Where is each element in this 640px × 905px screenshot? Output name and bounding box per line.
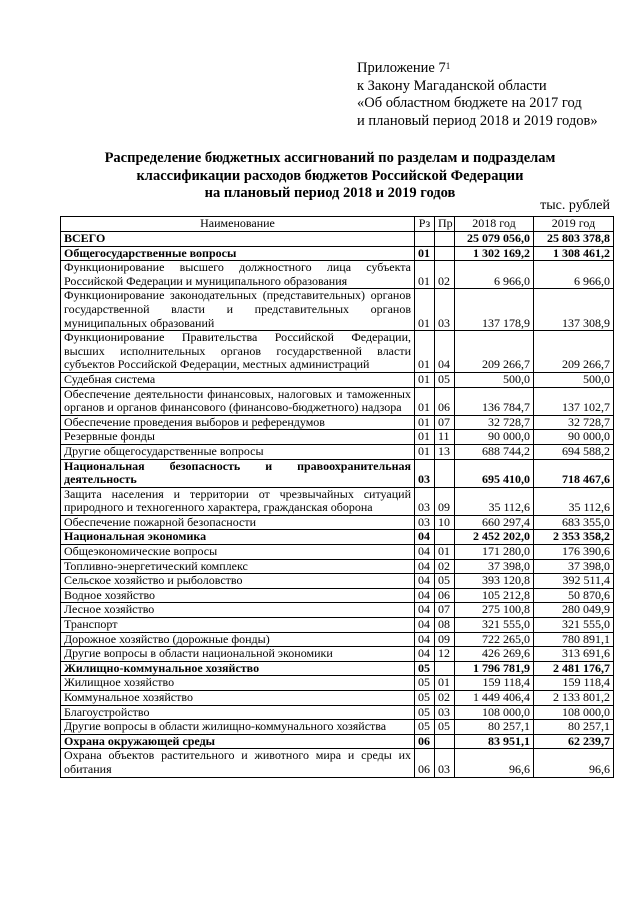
cell-name: Охрана окружающей среды	[61, 734, 415, 749]
cell-pr: 05	[435, 372, 455, 387]
cell-2018: 2 452 202,0	[455, 530, 534, 545]
cell-name: ВСЕГО	[61, 232, 415, 247]
table-row	[61, 459, 614, 487]
cell-2019: 25 803 378,8	[534, 232, 614, 247]
cell-rz: 05	[415, 691, 435, 706]
cell-name: Общегосударственные вопросы	[61, 246, 415, 261]
cell-name: Другие вопросы в области национальной экономики	[61, 647, 415, 662]
cell-2018: 136 784,7	[455, 387, 534, 415]
cell-rz: 01	[415, 444, 435, 459]
table-row	[61, 676, 614, 691]
cell-2018: 25 079 056,0	[455, 232, 534, 247]
cell-pr: 03	[435, 749, 455, 777]
cell-rz: 04	[415, 530, 435, 545]
cell-rz: 01	[415, 261, 435, 289]
cell-2019: 176 390,6	[534, 545, 614, 560]
cell-2018: 171 280,0	[455, 545, 534, 560]
table-row	[61, 444, 614, 459]
header-2018: 2018 год	[455, 217, 534, 232]
table-row	[61, 734, 614, 749]
cell-rz: 05	[415, 720, 435, 735]
cell-2018: 209 266,7	[455, 331, 534, 373]
cell-pr: 03	[435, 289, 455, 331]
table-row	[61, 749, 614, 777]
cell-pr	[435, 459, 455, 487]
cell-name: Лесное хозяйство	[61, 603, 415, 618]
table-row	[61, 661, 614, 676]
cell-rz: 01	[415, 331, 435, 373]
cell-2019: 32 728,7	[534, 415, 614, 430]
cell-2019: 35 112,6	[534, 487, 614, 515]
cell-2019: 137 308,9	[534, 289, 614, 331]
cell-2018: 426 269,6	[455, 647, 534, 662]
cell-rz: 04	[415, 545, 435, 560]
appendix-line-4: и плановый период 2018 и 2019 годов»	[357, 112, 598, 129]
cell-2018: 321 555,0	[455, 618, 534, 633]
cell-pr: 05	[435, 720, 455, 735]
cell-name: Коммунальное хозяйство	[61, 691, 415, 706]
table-row	[61, 430, 614, 445]
cell-name: Обеспечение деятельности финансовых, налоговых и таможенных органов и органов финансового (финансово-бюджетного) надзора	[61, 387, 415, 415]
cell-2018: 37 398,0	[455, 559, 534, 574]
cell-rz: 01	[415, 289, 435, 331]
cell-2019: 2 353 358,2	[534, 530, 614, 545]
units-label: тыс. рублей	[540, 198, 610, 213]
cell-rz: 01	[415, 246, 435, 261]
cell-name: Дорожное хозяйство (дорожные фонды)	[61, 632, 415, 647]
cell-2019: 694 588,2	[534, 444, 614, 459]
appendix-line-1	[357, 60, 598, 78]
cell-pr	[435, 232, 455, 247]
cell-2019: 90 000,0	[534, 430, 614, 445]
cell-2018: 35 112,6	[455, 487, 534, 515]
cell-name: Национальная безопасность и правоохранительная деятельность	[61, 459, 415, 487]
cell-pr: 05	[435, 574, 455, 589]
table-row	[61, 289, 614, 331]
cell-name: Обеспечение пожарной безопасности	[61, 515, 415, 530]
table-row	[61, 372, 614, 387]
cell-2019: 137 102,7	[534, 387, 614, 415]
cell-rz: 06	[415, 749, 435, 777]
cell-pr	[435, 661, 455, 676]
cell-2019: 50 870,6	[534, 588, 614, 603]
cell-name: Водное хозяйство	[61, 588, 415, 603]
cell-2018: 660 297,4	[455, 515, 534, 530]
cell-2018: 688 744,2	[455, 444, 534, 459]
cell-2019: 1 308 461,2	[534, 246, 614, 261]
cell-2019: 2 133 801,2	[534, 691, 614, 706]
cell-pr: 02	[435, 261, 455, 289]
table-row	[61, 545, 614, 560]
cell-pr	[435, 530, 455, 545]
cell-2018: 393 120,8	[455, 574, 534, 589]
cell-pr: 02	[435, 691, 455, 706]
table-row	[61, 618, 614, 633]
cell-name: Благоустройство	[61, 705, 415, 720]
cell-rz: 06	[415, 734, 435, 749]
cell-pr: 09	[435, 487, 455, 515]
cell-name: Другие общегосударственные вопросы	[61, 444, 415, 459]
table-row	[61, 632, 614, 647]
table-row	[61, 588, 614, 603]
cell-pr: 07	[435, 603, 455, 618]
cell-2019: 683 355,0	[534, 515, 614, 530]
table-row	[61, 530, 614, 545]
cell-2018: 159 118,4	[455, 676, 534, 691]
cell-rz: 04	[415, 588, 435, 603]
cell-pr	[435, 734, 455, 749]
cell-rz: 01	[415, 372, 435, 387]
cell-name: Жилищное хозяйство	[61, 676, 415, 691]
title-line-3: на плановый период 2018 и 2019 годов	[204, 185, 456, 201]
cell-2018: 96,6	[455, 749, 534, 777]
cell-2019: 321 555,0	[534, 618, 614, 633]
header-name: Наименование	[61, 217, 415, 232]
cell-pr: 11	[435, 430, 455, 445]
cell-rz: 01	[415, 430, 435, 445]
cell-2019: 6 966,0	[534, 261, 614, 289]
title-line-1: Распределение бюджетных ассигнований по разделам и подразделам	[104, 150, 556, 166]
cell-rz: 04	[415, 632, 435, 647]
table-row	[61, 515, 614, 530]
cell-2019: 62 239,7	[534, 734, 614, 749]
cell-2019: 500,0	[534, 372, 614, 387]
appendix-label: Приложение 7	[357, 60, 446, 76]
cell-rz: 04	[415, 647, 435, 662]
cell-rz: 01	[415, 415, 435, 430]
cell-pr: 09	[435, 632, 455, 647]
document-title	[40, 150, 620, 203]
cell-rz: 04	[415, 618, 435, 633]
appendix-superscript: 1	[445, 61, 451, 71]
cell-pr	[435, 246, 455, 261]
budget-table	[60, 216, 614, 778]
cell-2018: 1 796 781,9	[455, 661, 534, 676]
cell-name: Другие вопросы в области жилищно-коммунального хозяйства	[61, 720, 415, 735]
cell-pr: 12	[435, 647, 455, 662]
table-row	[61, 387, 614, 415]
cell-pr: 01	[435, 676, 455, 691]
cell-2018: 275 100,8	[455, 603, 534, 618]
cell-rz	[415, 232, 435, 247]
cell-2018: 1 449 406,4	[455, 691, 534, 706]
cell-pr: 02	[435, 559, 455, 574]
table-row	[61, 647, 614, 662]
cell-pr: 06	[435, 387, 455, 415]
cell-name: Функционирование законодательных (представительных) органов государственной власти и представительных органов муниципальных образований	[61, 289, 415, 331]
cell-2018: 695 410,0	[455, 459, 534, 487]
table-row	[61, 232, 614, 247]
cell-name: Сельское хозяйство и рыболовство	[61, 574, 415, 589]
cell-pr: 06	[435, 588, 455, 603]
cell-rz: 04	[415, 603, 435, 618]
cell-2018: 32 728,7	[455, 415, 534, 430]
cell-pr: 07	[435, 415, 455, 430]
cell-2018: 80 257,1	[455, 720, 534, 735]
cell-2018: 137 178,9	[455, 289, 534, 331]
cell-name: Судебная система	[61, 372, 415, 387]
table-row	[61, 705, 614, 720]
cell-2018: 6 966,0	[455, 261, 534, 289]
header-rz: Рз	[415, 217, 435, 232]
cell-pr: 08	[435, 618, 455, 633]
cell-name: Защита населения и территории от чрезвычайных ситуаций природного и техногенного характера, гражданская оборона	[61, 487, 415, 515]
cell-rz: 05	[415, 676, 435, 691]
cell-2019: 209 266,7	[534, 331, 614, 373]
cell-name: Обеспечение проведения выборов и референдумов	[61, 415, 415, 430]
cell-pr: 13	[435, 444, 455, 459]
cell-2018: 722 265,0	[455, 632, 534, 647]
table-header-row	[61, 217, 614, 232]
table-row	[61, 487, 614, 515]
cell-name: Общеэкономические вопросы	[61, 545, 415, 560]
cell-name: Резервные фонды	[61, 430, 415, 445]
cell-2019: 96,6	[534, 749, 614, 777]
cell-rz: 03	[415, 487, 435, 515]
table-row	[61, 261, 614, 289]
cell-rz: 04	[415, 559, 435, 574]
appendix-note	[357, 60, 598, 130]
table-row	[61, 720, 614, 735]
cell-pr: 10	[435, 515, 455, 530]
cell-name: Охрана объектов растительного и животного мира и среды их обитания	[61, 749, 415, 777]
cell-2018: 108 000,0	[455, 705, 534, 720]
cell-name: Функционирование высшего должностного лица субъекта Российской Федерации и муниципального образования	[61, 261, 415, 289]
cell-rz: 04	[415, 574, 435, 589]
cell-2019: 2 481 176,7	[534, 661, 614, 676]
table-row	[61, 691, 614, 706]
cell-2019: 780 891,1	[534, 632, 614, 647]
title-line-2: классификации расходов бюджетов Российской Федерации	[136, 167, 524, 184]
table-row	[61, 415, 614, 430]
cell-rz: 03	[415, 515, 435, 530]
cell-2019: 280 049,9	[534, 603, 614, 618]
cell-rz: 05	[415, 661, 435, 676]
cell-name: Топливно-энергетический комплекс	[61, 559, 415, 574]
cell-pr: 03	[435, 705, 455, 720]
appendix-line-3: «Об областном бюджете на 2017 год	[357, 95, 582, 111]
cell-name: Национальная экономика	[61, 530, 415, 545]
cell-2019: 37 398,0	[534, 559, 614, 574]
table-row	[61, 603, 614, 618]
table-body	[61, 232, 614, 778]
table-row	[61, 574, 614, 589]
cell-2018: 500,0	[455, 372, 534, 387]
cell-2019: 80 257,1	[534, 720, 614, 735]
cell-2019: 108 000,0	[534, 705, 614, 720]
table-row	[61, 331, 614, 373]
cell-name: Функционирование Правительства Российской Федерации, высших исполнительных органов государственной власти субъектов Российской Федерации, местных администраций	[61, 331, 415, 373]
cell-2019: 159 118,4	[534, 676, 614, 691]
cell-name: Транспорт	[61, 618, 415, 633]
cell-2019: 392 511,4	[534, 574, 614, 589]
cell-pr: 01	[435, 545, 455, 560]
cell-2018: 105 212,8	[455, 588, 534, 603]
cell-rz: 05	[415, 705, 435, 720]
appendix-line-2: к Закону Магаданской области	[357, 77, 547, 94]
cell-2018: 1 302 169,2	[455, 246, 534, 261]
cell-2018: 90 000,0	[455, 430, 534, 445]
cell-name: Жилищно-коммунальное хозяйство	[61, 661, 415, 676]
table-row	[61, 559, 614, 574]
cell-rz: 01	[415, 387, 435, 415]
header-pr: Пр	[435, 217, 455, 232]
header-2019: 2019 год	[534, 217, 614, 232]
cell-pr: 04	[435, 331, 455, 373]
cell-2018: 83 951,1	[455, 734, 534, 749]
cell-rz: 03	[415, 459, 435, 487]
cell-2019: 718 467,6	[534, 459, 614, 487]
table-row	[61, 246, 614, 261]
cell-2019: 313 691,6	[534, 647, 614, 662]
